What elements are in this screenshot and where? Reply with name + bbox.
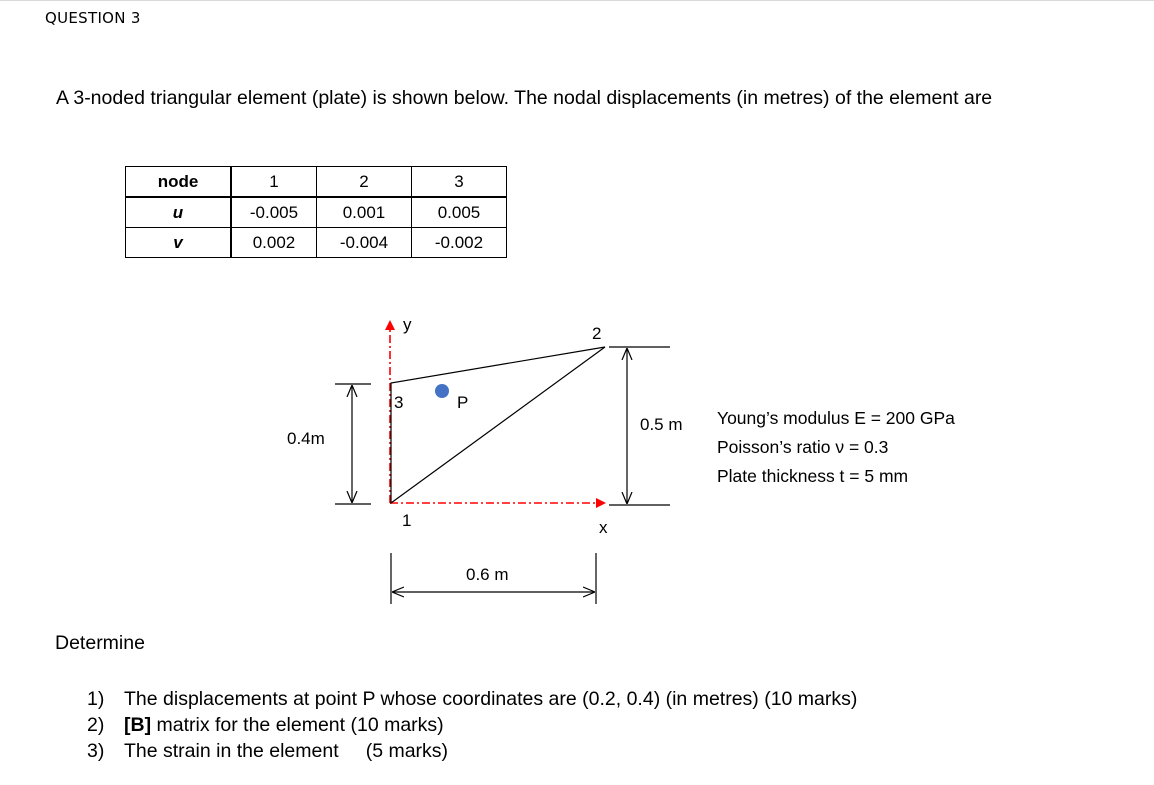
- task-text: The displacements at point P whose coordinates are (0.2, 0.4) (in metres) (10 marks): [124, 688, 858, 710]
- poissons-ratio: Poisson’s ratio ν = 0.3: [717, 437, 889, 457]
- task-text: The strain in the element (5 marks): [124, 740, 449, 762]
- dim-right-label: 0.5 m: [640, 415, 683, 434]
- intro-paragraph: A 3-noded triangular element (plate) is shown below. The nodal displacements (in metres) of the element are: [56, 87, 993, 109]
- task-list: [87, 686, 857, 764]
- task-number: 1): [87, 688, 105, 710]
- dim-bottom-label: 0.6 m: [466, 565, 509, 584]
- table-header-cell: node: [126, 167, 232, 198]
- table-cell: 0.005: [412, 198, 506, 228]
- task-number: 2): [87, 714, 105, 736]
- list-item: [87, 712, 857, 738]
- list-item: [87, 686, 857, 712]
- row-label-u: u: [126, 198, 232, 228]
- row-label-v: v: [126, 228, 232, 257]
- question-title: QUESTION 3: [45, 9, 141, 27]
- node-2-label: 2: [592, 324, 602, 343]
- plate-thickness: Plate thickness t = 5 mm: [717, 466, 909, 486]
- table-header-cell: 1: [232, 167, 317, 198]
- table-cell: -0.004: [317, 228, 412, 257]
- y-axis-label: y: [403, 315, 412, 334]
- table-cell: -0.005: [232, 198, 317, 228]
- triangle-element: [391, 347, 605, 503]
- list-item: [87, 738, 857, 764]
- point-p-marker: [435, 384, 449, 398]
- table-cell: -0.002: [434, 232, 484, 252]
- task-number: 3): [87, 740, 105, 762]
- youngs-modulus: Young’s modulus E = 200 GPa: [717, 408, 955, 428]
- x-axis-label: x: [599, 518, 608, 537]
- table-header-cell: 3: [412, 167, 506, 198]
- determine-heading: Determine: [55, 632, 145, 654]
- dim-left-label: 0.4m: [287, 429, 325, 448]
- task-text: matrix for the element (10 marks): [151, 714, 444, 736]
- b-matrix-label: [B]: [124, 714, 152, 736]
- table-cell: 0.002: [232, 228, 317, 257]
- material-properties: [717, 404, 955, 491]
- node-3-label: 3: [394, 393, 404, 412]
- table-header-cell: 2: [317, 167, 412, 198]
- node-1-label: 1: [402, 511, 412, 530]
- point-p-label: P: [457, 393, 469, 412]
- table-cell: 0.001: [317, 198, 412, 228]
